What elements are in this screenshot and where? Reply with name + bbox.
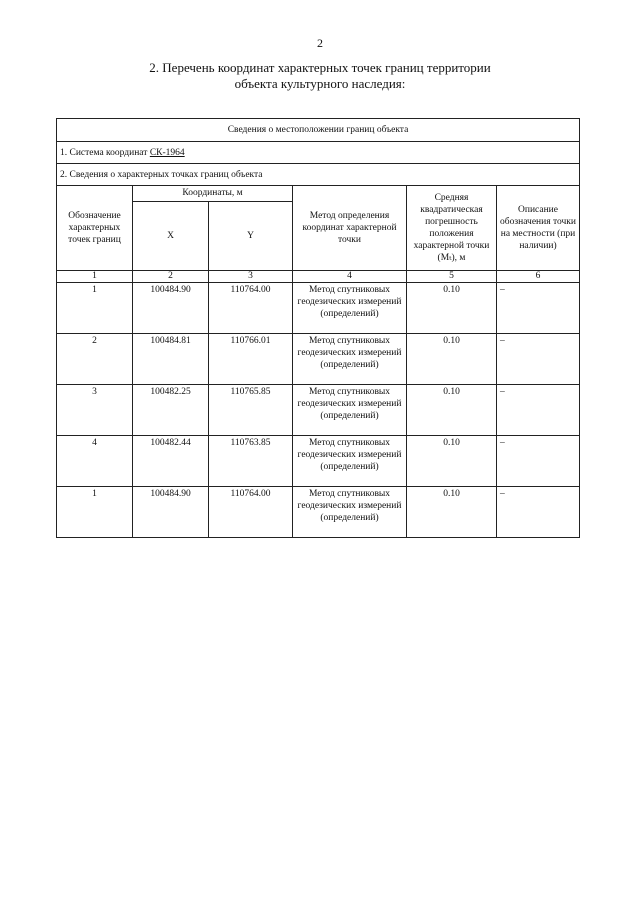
y-value: 110766.01 (209, 334, 293, 385)
page-number: 2 (317, 36, 323, 50)
description-value: – (497, 385, 580, 436)
header-designation: Обозначение характерных точек границ (57, 186, 133, 271)
description-value: – (497, 436, 580, 487)
error-value: 0.10 (407, 436, 497, 487)
point-id: 1 (57, 283, 133, 334)
table-row (57, 487, 580, 538)
coordinate-system-value: СК-1964 (149, 147, 185, 158)
header-description: Описание обозначения точки на местности (при наличии) (497, 186, 580, 271)
section-title: Сведения о местоположении границ объекта (57, 119, 580, 142)
method-value: Метод спутниковых геодезических измерений (определений) (293, 487, 407, 538)
column-number: 5 (407, 271, 497, 283)
coordinates-table (56, 118, 580, 538)
column-number: 6 (497, 271, 580, 283)
header-method: Метод определения координат характерной точки (293, 186, 407, 271)
column-number: 2 (133, 271, 209, 283)
y-value: 110764.00 (209, 487, 293, 538)
y-value: 110765.85 (209, 385, 293, 436)
point-id: 3 (57, 385, 133, 436)
x-value: 100482.25 (133, 385, 209, 436)
title-line-2: объекта культурного наследия: (234, 76, 406, 91)
error-value: 0.10 (407, 385, 497, 436)
y-value: 110763.85 (209, 436, 293, 487)
column-number: 1 (57, 271, 133, 283)
table-row (57, 334, 580, 385)
description-value: – (497, 283, 580, 334)
table-row (57, 283, 580, 334)
method-value: Метод спутниковых геодезических измерений (определений) (293, 334, 407, 385)
table-row (57, 436, 580, 487)
coordinate-system-row (57, 142, 580, 164)
x-value: 100482.44 (133, 436, 209, 487)
header-error: Средняя квадратическая погрешность положения характерной точки (Mₜ), м (407, 186, 497, 271)
table-row (57, 385, 580, 436)
method-value: Метод спутниковых геодезических измерений (определений) (293, 283, 407, 334)
x-value: 100484.90 (133, 283, 209, 334)
point-id: 1 (57, 487, 133, 538)
description-value: – (497, 334, 580, 385)
header-y: Y (209, 202, 293, 271)
error-value: 0.10 (407, 334, 497, 385)
points-section-label: 2. Сведения о характерных точках границ объекта (57, 164, 580, 186)
y-value: 110764.00 (209, 283, 293, 334)
header-coordinates: Координаты, м (133, 186, 293, 202)
title-line-1: 2. Перечень координат характерных точек границ территории (149, 60, 491, 75)
header-x: X (133, 202, 209, 271)
document-title (60, 60, 580, 92)
error-value: 0.10 (407, 283, 497, 334)
point-id: 2 (57, 334, 133, 385)
error-value: 0.10 (407, 487, 497, 538)
point-id: 4 (57, 436, 133, 487)
x-value: 100484.81 (133, 334, 209, 385)
x-value: 100484.90 (133, 487, 209, 538)
method-value: Метод спутниковых геодезических измерений (определений) (293, 385, 407, 436)
description-value: – (497, 487, 580, 538)
column-number: 3 (209, 271, 293, 283)
coordinate-system-label: 1. Система координат (60, 147, 150, 158)
column-number: 4 (293, 271, 407, 283)
method-value: Метод спутниковых геодезических измерений (определений) (293, 436, 407, 487)
